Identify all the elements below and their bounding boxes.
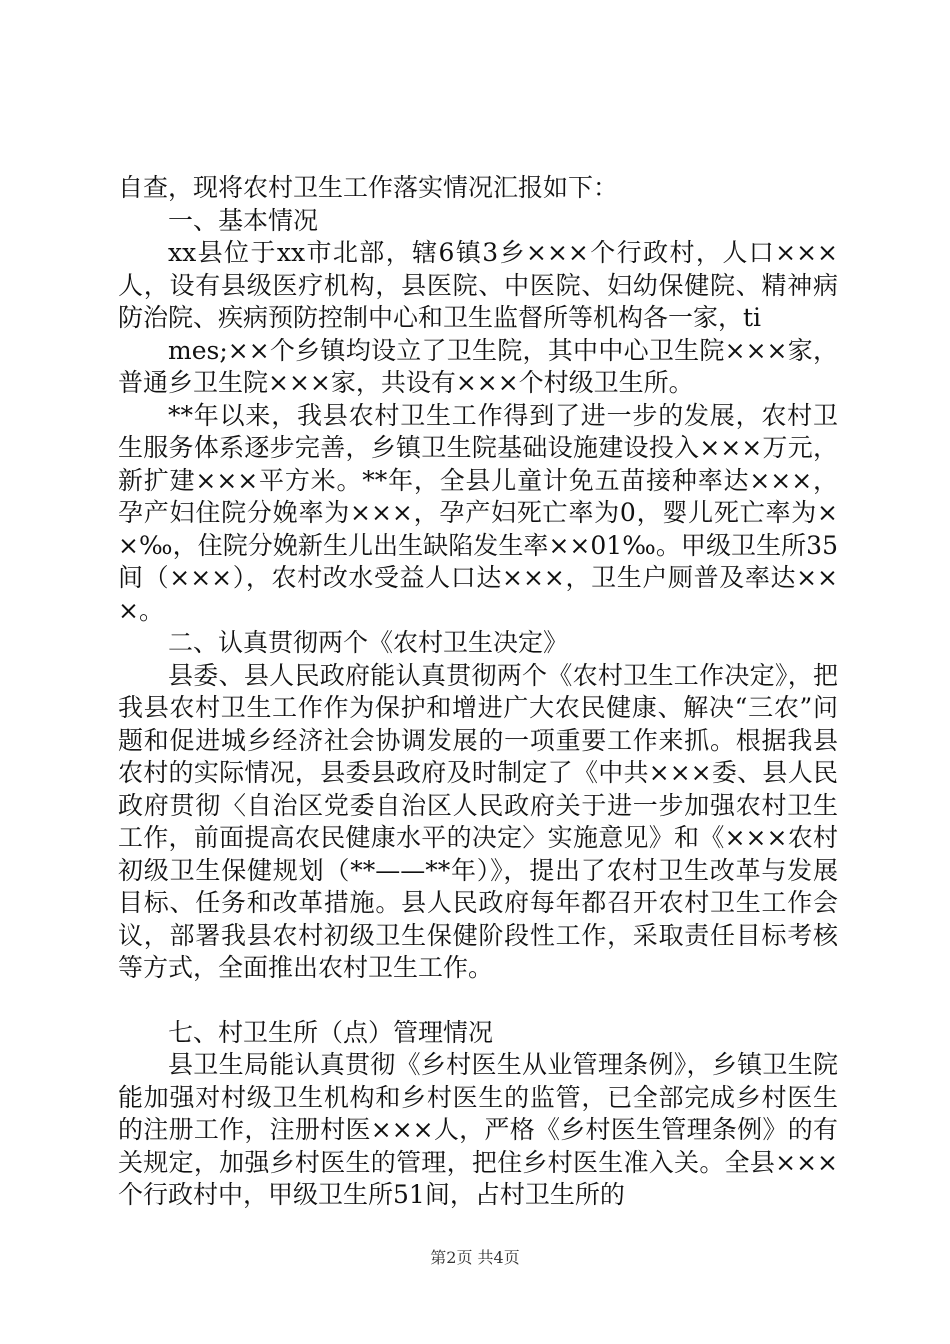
document-body <box>118 172 838 1212</box>
paragraph-basic-2: mes;××个乡镇均设立了卫生院，其中中心卫生院×××家，普通乡卫生院×××家，共设有×××个村级卫生所。 <box>118 335 838 397</box>
section-heading-village-clinics: 七、村卫生所（点）管理情况 <box>168 1017 494 1047</box>
page-footer: 第2页 共4页 <box>430 1248 520 1267</box>
paragraph-decisions: 县委、县人民政府能认真贯彻两个《农村卫生工作决定》，把我县农村卫生工作作为保护和增进广大农民健康、解决“三农”问题和促进城乡经济社会协调发展的一项重要工作来抓。根据我县农村的实际情况，县委县政府及时制定了《中共×××委、县人民政府贯彻〈自治区党委自治区人民政府关于进一步加强农村卫生工作，前面提高农民健康水平的决定〉实施意见》和《×××农村初级卫生保健规划（**——**年）》，提出了农村卫生改革与发展目标、任务和改革措施。县人民政府每年都召开农村卫生工作会议，部署我县农村初级卫生保健阶段性工作，采取责任目标考核等方式，全面推出农村卫生工作。 <box>118 660 838 982</box>
paragraph-village-clinics: 县卫生局能认真贯彻《乡村医生从业管理条例》，乡镇卫生院能加强对村级卫生机构和乡村医生的监管，已全部完成乡村医生的注册工作，注册村医×××人，严格《乡村医生管理条例》的有关规定，加强乡村医生的管理，把住乡村医生准入关。全县×××个行政村中，甲级卫生所51间，占村卫生所的 <box>118 1050 838 1209</box>
paragraph-intro: 自查，现将农村卫生工作落实情况汇报如下： <box>118 173 619 202</box>
paragraph-basic-1: xx县位于xx市北部，辖6镇3乡×××个行政村，人口×××人，设有县级医疗机构，县医院、中医院、妇幼保健院、精神病防治院、疾病预防控制中心和卫生监督所等机构各一家，ti <box>118 238 838 332</box>
paragraph-basic-3: **年以来，我县农村卫生工作得到了进一步的发展，农村卫生服务体系逐步完善，乡镇卫生院基础设施建设投入×××万元，新扩建×××平方米。**年，全县儿童计免五苗接种率达×××，孕产妇住院分娩率为×××，孕产妇死亡率为0，婴儿死亡率为××‰，住院分娩新生儿出生缺陷发生率××01‰。甲级卫生所35间（×××），农村改水受益人口达×××，卫生户厕普及率达×××。 <box>118 400 838 625</box>
section-heading-decisions: 二、认真贯彻两个《农村卫生决定》 <box>168 628 569 657</box>
section-heading-basic: 一、基本情况 <box>168 205 319 235</box>
